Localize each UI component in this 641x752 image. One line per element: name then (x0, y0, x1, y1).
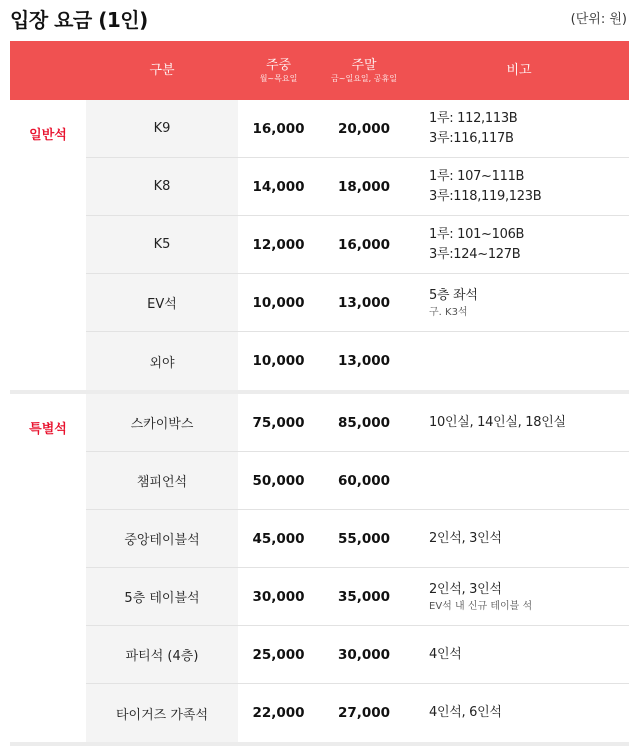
note-text: 5층 좌석 (429, 287, 478, 303)
weekend-price: 20,000 (337, 120, 391, 137)
unit-label: (단위: 원) (570, 12, 627, 27)
note-cell (409, 274, 629, 331)
weekend-price: 27,000 (337, 705, 391, 721)
page-title: 입장 요금 (1인) (10, 8, 148, 32)
weekday-price: 10,000 (252, 353, 305, 369)
seat-name: K9 (86, 100, 238, 157)
weekday-price: 12,000 (252, 236, 305, 253)
header-note: 비고 (506, 62, 532, 78)
note-cell (409, 158, 629, 215)
table-header (10, 41, 629, 100)
table-row (86, 332, 629, 390)
group-label: 특별석 (29, 422, 67, 437)
weekday-price: 14,000 (252, 178, 305, 195)
note-cell (409, 510, 629, 567)
note-text: 3루:124~127B (429, 246, 521, 262)
note-text: 3루:116,117B (429, 130, 514, 146)
seat-group (10, 394, 629, 746)
weekend-price: 18,000 (337, 178, 391, 195)
table-row (86, 684, 629, 742)
weekend-price: 35,000 (337, 588, 391, 605)
weekday-price: 50,000 (252, 472, 305, 489)
seat-name: 타이거즈 가족석 (86, 684, 238, 742)
header-weekend: 주말 금~일요일, 공휴일 (331, 57, 397, 83)
weekday-price: 25,000 (252, 646, 305, 663)
note-text: 4인석 (429, 646, 462, 662)
table-row (86, 100, 629, 158)
note-subtext: EV석 내 신규 테이블 석 (429, 600, 533, 612)
weekday-price: 16,000 (252, 120, 305, 137)
weekday-price: 10,000 (252, 294, 305, 311)
note-text: 1루: 101~106B (429, 226, 525, 242)
note-text: 3루:118,119,123B (429, 188, 542, 204)
note-cell (409, 626, 629, 683)
table-row (86, 568, 629, 626)
weekend-price: 30,000 (337, 646, 391, 663)
weekday-price: 22,000 (252, 705, 305, 721)
table-row (86, 274, 629, 332)
price-table (10, 41, 629, 746)
table-row (86, 158, 629, 216)
seat-name: 5층 테이블석 (86, 568, 238, 625)
weekend-price: 13,000 (337, 294, 391, 311)
weekend-price: 60,000 (337, 472, 391, 489)
note-subtext: 구. K3석 (429, 306, 468, 318)
note-text: 10인실, 14인실, 18인실 (429, 414, 566, 430)
weekend-price: 55,000 (337, 530, 391, 547)
weekday-price: 75,000 (252, 414, 305, 431)
note-cell (409, 684, 629, 742)
note-cell (409, 216, 629, 273)
note-cell (409, 100, 629, 157)
note-cell (409, 394, 629, 451)
table-row (86, 510, 629, 568)
seat-group (10, 100, 629, 394)
weekday-price: 45,000 (252, 530, 305, 547)
seat-name: K8 (86, 158, 238, 215)
weekend-price: 13,000 (337, 353, 391, 369)
seat-name: 외야 (86, 332, 238, 390)
seat-name: 챔피언석 (86, 452, 238, 509)
weekend-price: 85,000 (337, 414, 391, 431)
table-row (86, 452, 629, 510)
note-text: 1루: 107~111B (429, 168, 525, 184)
note-cell (409, 452, 629, 509)
group-label: 일반석 (29, 128, 67, 143)
header-weekday: 주중 월~목요일 (259, 57, 298, 83)
note-cell (409, 568, 629, 625)
note-text: 1루: 112,113B (429, 110, 518, 126)
table-body (10, 100, 629, 746)
note-cell (409, 332, 629, 390)
seat-name: 중앙테이블석 (86, 510, 238, 567)
seat-name: K5 (86, 216, 238, 273)
seat-name: 파티석 (4층) (86, 626, 238, 683)
table-row (86, 394, 629, 452)
weekday-price: 30,000 (252, 588, 305, 605)
weekend-price: 16,000 (337, 236, 391, 253)
table-row (86, 626, 629, 684)
note-text: 2인석, 3인석 (429, 581, 502, 597)
seat-name: EV석 (86, 274, 238, 331)
seat-name: 스카이박스 (86, 394, 238, 451)
table-row (86, 216, 629, 274)
note-text: 4인석, 6인석 (429, 705, 502, 720)
note-text: 2인석, 3인석 (429, 530, 502, 546)
header-category: 구분 (149, 62, 175, 78)
